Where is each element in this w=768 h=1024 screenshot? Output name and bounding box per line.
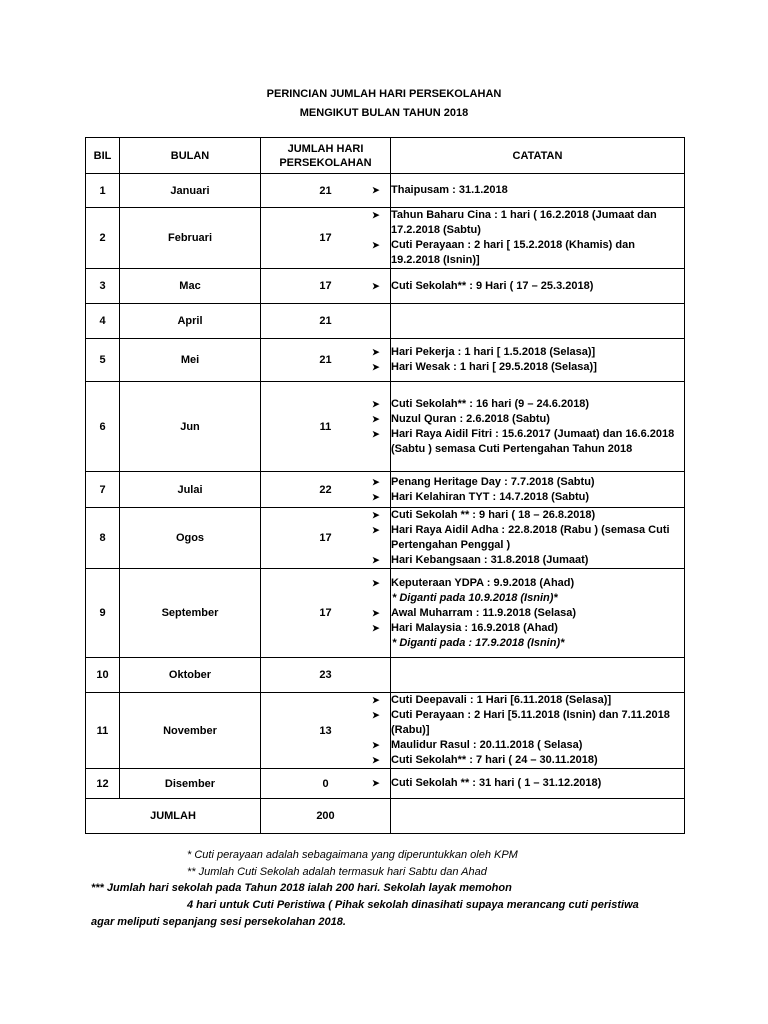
table-row xyxy=(86,769,685,799)
catatan-note-text: Awal Muharram : 11.9.2018 (Selasa) xyxy=(391,606,577,619)
header-jumlah-line1: JUMLAH HARI xyxy=(287,142,364,155)
arrow-bullet-icon: ➤ xyxy=(372,755,380,765)
catatan-note xyxy=(372,183,684,198)
footnote-3: *** Jumlah hari sekolah pada Tahun 2018 ialah 200 hari. Sekolah layak memohon xyxy=(91,882,512,894)
catatan-note-text: Cuti Perayaan : 2 Hari [5.11.2018 (Isnin) dan 7.11.2018 (Rabu)] xyxy=(391,709,670,736)
arrow-bullet-icon: ➤ xyxy=(372,695,380,705)
catatan-note-text: Cuti Sekolah** : 9 Hari ( 17 – 25.3.2018) xyxy=(391,279,594,292)
bil-cell: 5 xyxy=(86,339,120,382)
page-title: PERINCIAN JUMLAH HARI PERSEKOLAHAN xyxy=(266,88,502,100)
catatan-note xyxy=(391,636,684,651)
catatan-note-text: * Diganti pada 10.9.2018 (Isnin)* xyxy=(392,591,558,604)
jumlah-cell: 17 xyxy=(261,208,391,269)
catatan-note xyxy=(372,576,684,591)
arrow-bullet-icon: ➤ xyxy=(372,428,380,439)
table-row xyxy=(86,304,685,339)
catatan-note-text: Hari Pekerja : 1 hari [ 1.5.2018 (Selasa)] xyxy=(391,346,596,358)
catatan-note-text: Hari Malaysia : 16.9.2018 (Ahad) xyxy=(391,621,558,634)
catatan-cell xyxy=(372,569,685,658)
catatan-note xyxy=(372,475,684,490)
bil-cell: 8 xyxy=(86,508,120,569)
arrow-bullet-icon: ➤ xyxy=(372,510,380,520)
table-row xyxy=(86,269,685,304)
bulan-cell: November xyxy=(120,693,261,769)
catatan-cell xyxy=(372,208,685,269)
arrow-bullet-icon: ➤ xyxy=(372,398,380,409)
bulan-cell: Mei xyxy=(120,339,261,382)
table-body xyxy=(86,174,685,799)
school-days-table xyxy=(85,137,685,834)
arrow-bullet-icon: ➤ xyxy=(372,525,380,535)
jumlah-cell: 21 xyxy=(261,174,391,208)
table-row xyxy=(86,208,685,269)
catatan-note-text: Keputeraan YDPA : 9.9.2018 (Ahad) xyxy=(391,576,575,589)
catatan-note-text: Hari Raya Aidil Adha : 22.8.2018 (Rabu ) (semasa Cuti Pertengahan Penggal ) xyxy=(391,524,670,551)
catatan-note-text: Cuti Sekolah ** : 9 hari ( 18 – 26.8.2018) xyxy=(391,509,596,521)
catatan-note-text: Hari Raya Aidil Fitri : 15.6.2017 (Jumaat) dan 16.6.2018 (Sabtu ) semasa Cuti Pertengahan Tahun 2018 xyxy=(391,427,675,455)
jumlah-cell: 21 xyxy=(261,339,391,382)
bil-cell: 3 xyxy=(86,269,120,304)
table-row xyxy=(86,339,685,382)
catatan-note-text: Cuti Perayaan : 2 hari [ 15.2.2018 (Khamis) dan 19.2.2018 (Isnin)] xyxy=(391,239,635,266)
jumlah-cell: 23 xyxy=(261,658,391,693)
catatan-cell xyxy=(391,658,685,693)
table-row xyxy=(86,693,685,769)
arrow-bullet-icon: ➤ xyxy=(372,555,380,565)
table-header-row xyxy=(86,138,685,174)
bulan-cell: Oktober xyxy=(120,658,261,693)
total-row xyxy=(86,799,685,834)
catatan-note xyxy=(372,693,684,708)
total-label: JUMLAH xyxy=(86,799,261,834)
catatan-note xyxy=(372,738,684,753)
footnote-2: ** Jumlah Cuti Sekolah adalah termasuk hari Sabtu dan Ahad xyxy=(187,866,487,878)
catatan-note xyxy=(372,490,684,505)
catatan-note-text: * Diganti pada : 17.9.2018 (Isnin)* xyxy=(392,636,565,649)
table-row xyxy=(86,569,685,658)
catatan-note xyxy=(372,776,684,791)
catatan-note-text: Cuti Deepavali : 1 Hari [6.11.2018 (Selasa)] xyxy=(391,694,612,706)
catatan-cell xyxy=(372,769,685,799)
arrow-bullet-icon: ➤ xyxy=(372,710,380,720)
catatan-note xyxy=(372,753,684,768)
bil-cell: 7 xyxy=(86,472,120,508)
bulan-cell: April xyxy=(120,304,261,339)
bulan-cell: September xyxy=(120,569,261,658)
jumlah-cell: 22 xyxy=(261,472,391,508)
jumlah-cell: 17 xyxy=(261,269,391,304)
arrow-bullet-icon: ➤ xyxy=(372,210,380,220)
catatan-note xyxy=(372,397,684,412)
catatan-note-text: Hari Kebangsaan : 31.8.2018 (Jumaat) xyxy=(391,554,589,566)
bil-cell: 2 xyxy=(86,208,120,269)
arrow-bullet-icon: ➤ xyxy=(372,607,380,618)
bulan-cell: Jun xyxy=(120,382,261,472)
bil-cell: 12 xyxy=(86,769,120,799)
header-bulan: BULAN xyxy=(120,138,261,174)
jumlah-cell: 13 xyxy=(261,693,391,769)
footnote-1: * Cuti perayaan adalah sebagaimana yang diperuntukkan oleh KPM xyxy=(187,849,518,861)
catatan-note xyxy=(391,591,684,606)
bulan-cell: Januari xyxy=(120,174,261,208)
header-jumlah xyxy=(261,138,391,174)
footnote-5: agar meliputi sepanjang sesi persekolahan 2018. xyxy=(91,916,346,928)
catatan-note-text: Cuti Sekolah** : 16 hari (9 – 24.6.2018) xyxy=(391,397,590,410)
table-row xyxy=(86,472,685,508)
header-jumlah-line2: PERSEKOLAHAN xyxy=(279,156,372,169)
catatan-cell xyxy=(372,174,685,208)
jumlah-cell: 17 xyxy=(261,569,391,658)
bil-cell: 10 xyxy=(86,658,120,693)
bil-cell: 4 xyxy=(86,304,120,339)
footnote-4: 4 hari untuk Cuti Peristiwa ( Pihak sekolah dinasihati supaya merancang cuti peristiwa xyxy=(187,899,639,911)
arrow-bullet-icon: ➤ xyxy=(372,362,380,372)
bil-cell: 9 xyxy=(86,569,120,658)
header-catatan: CATATAN xyxy=(391,138,685,174)
catatan-note xyxy=(372,345,684,360)
catatan-note-text: Hari Wesak : 1 hari [ 29.5.2018 (Selasa)] xyxy=(391,361,597,373)
catatan-cell xyxy=(391,304,685,339)
arrow-bullet-icon: ➤ xyxy=(372,240,380,250)
arrow-bullet-icon: ➤ xyxy=(372,577,380,588)
jumlah-cell: 11 xyxy=(261,382,391,472)
catatan-note-text: Thaipusam : 31.1.2018 xyxy=(391,184,508,196)
bulan-cell: Mac xyxy=(120,269,261,304)
arrow-bullet-icon: ➤ xyxy=(372,413,380,424)
arrow-bullet-icon: ➤ xyxy=(372,347,380,357)
total-notes-cell xyxy=(391,799,685,834)
table-row xyxy=(86,382,685,472)
catatan-cell xyxy=(372,472,685,508)
arrow-bullet-icon: ➤ xyxy=(372,740,380,750)
catatan-note-text: Penang Heritage Day : 7.7.2018 (Sabtu) xyxy=(391,475,595,488)
catatan-note xyxy=(372,427,684,457)
table-row xyxy=(86,508,685,569)
catatan-note xyxy=(372,208,684,238)
catatan-note-text: Cuti Sekolah** : 7 hari ( 24 – 30.11.2018) xyxy=(391,754,598,766)
catatan-cell xyxy=(372,269,685,304)
page-subtitle: MENGIKUT BULAN TAHUN 2018 xyxy=(299,107,469,119)
catatan-note xyxy=(372,238,684,268)
total-value: 200 xyxy=(261,799,391,834)
catatan-note xyxy=(372,412,684,427)
arrow-bullet-icon: ➤ xyxy=(372,280,380,291)
catatan-cell xyxy=(372,382,685,472)
catatan-note-text: Maulidur Rasul : 20.11.2018 ( Selasa) xyxy=(391,739,583,751)
catatan-cell xyxy=(372,339,685,382)
catatan-cell xyxy=(372,508,685,569)
jumlah-cell: 21 xyxy=(261,304,391,339)
catatan-note xyxy=(372,360,684,375)
header-bil: BIL xyxy=(86,138,120,174)
catatan-note xyxy=(372,621,684,636)
arrow-bullet-icon: ➤ xyxy=(372,491,380,502)
bulan-cell: Disember xyxy=(120,769,261,799)
catatan-note-text: Nuzul Quran : 2.6.2018 (Sabtu) xyxy=(391,412,550,425)
bulan-cell: Ogos xyxy=(120,508,261,569)
catatan-note xyxy=(372,606,684,621)
bulan-cell: Februari xyxy=(120,208,261,269)
bil-cell: 11 xyxy=(86,693,120,769)
table-row xyxy=(86,174,685,208)
arrow-bullet-icon: ➤ xyxy=(372,622,380,633)
table-row xyxy=(86,658,685,693)
catatan-note-text: Hari Kelahiran TYT : 14.7.2018 (Sabtu) xyxy=(391,490,590,503)
jumlah-cell: 0 xyxy=(261,769,391,799)
jumlah-cell: 17 xyxy=(261,508,391,569)
bil-cell: 6 xyxy=(86,382,120,472)
arrow-bullet-icon: ➤ xyxy=(372,185,380,195)
catatan-note xyxy=(372,279,684,294)
catatan-note-text: Tahun Baharu Cina : 1 hari ( 16.2.2018 (Jumaat dan 17.2.2018 (Sabtu) xyxy=(391,209,657,236)
bulan-cell: Julai xyxy=(120,472,261,508)
catatan-note xyxy=(372,708,684,738)
catatan-note xyxy=(372,508,684,523)
arrow-bullet-icon: ➤ xyxy=(372,778,380,788)
catatan-note xyxy=(372,553,684,568)
catatan-note xyxy=(372,523,684,553)
bil-cell: 1 xyxy=(86,174,120,208)
catatan-cell xyxy=(372,693,685,769)
catatan-note-text: Cuti Sekolah ** : 31 hari ( 1 – 31.12.2018) xyxy=(391,777,602,789)
arrow-bullet-icon: ➤ xyxy=(372,476,380,487)
